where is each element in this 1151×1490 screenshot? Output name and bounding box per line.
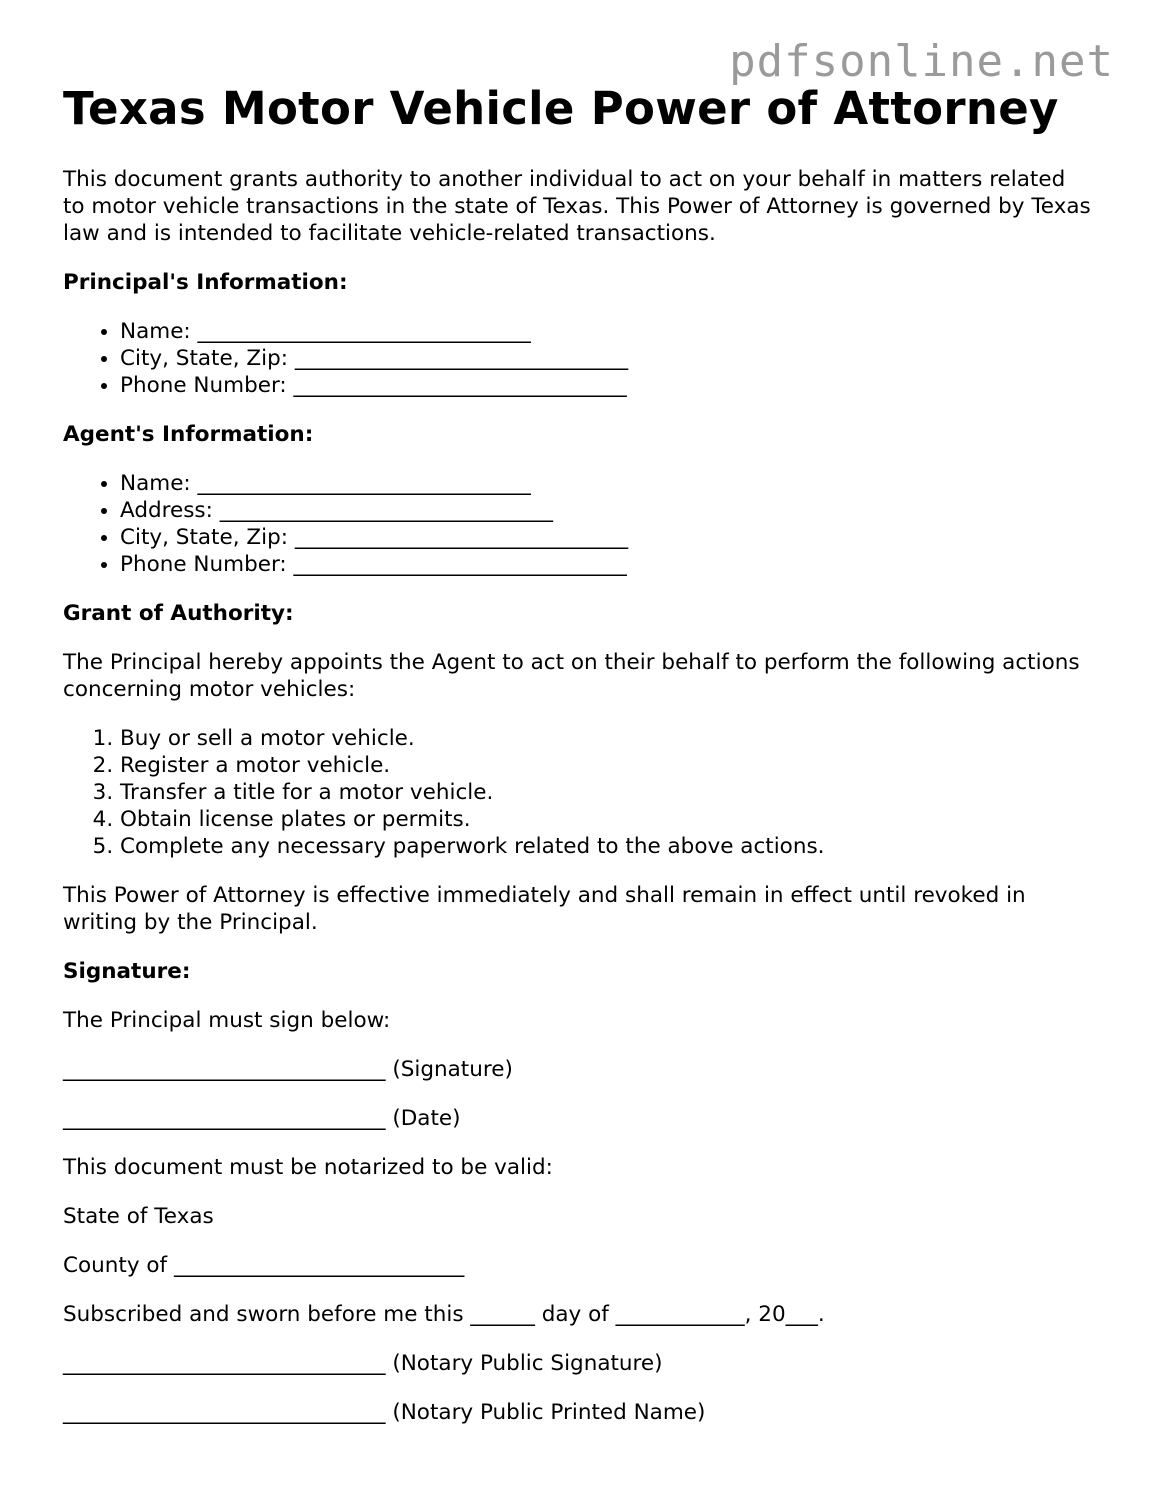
agent-city-field[interactable]: • City, State, Zip: _______________________________ bbox=[120, 524, 1093, 551]
agent-heading: Agent's Information: bbox=[63, 422, 314, 447]
notary-signature-line[interactable]: ______________________________ (Notary Public Signature) bbox=[63, 1351, 663, 1376]
principal-name-field[interactable]: • Name: _______________________________ bbox=[120, 318, 1093, 345]
signature-instruction: The Principal must sign below: bbox=[63, 1008, 391, 1033]
county-line[interactable]: County of ___________________________ bbox=[63, 1253, 465, 1278]
agent-address-field[interactable]: • Address: _______________________________ bbox=[120, 497, 1093, 524]
principal-signature-line[interactable]: ______________________________ (Signature) bbox=[63, 1057, 513, 1082]
effective-text: This Power of Attorney is effective immediately and shall remain in effect until revoked in writing by the Principal. bbox=[63, 883, 1026, 935]
notary-name-line[interactable]: ______________________________ (Notary Public Printed Name) bbox=[63, 1400, 706, 1425]
grant-text: The Principal hereby appoints the Agent to act on their behalf to perform the following actions concerning motor vehicles: bbox=[63, 650, 1080, 702]
agent-name-field[interactable]: • Name: _______________________________ bbox=[120, 470, 1093, 497]
action-item: 5. Complete any necessary paperwork related to the above actions. bbox=[120, 833, 1093, 860]
agent-fields bbox=[63, 470, 1093, 578]
action-item: 3. Transfer a title for a motor vehicle. bbox=[120, 779, 1093, 806]
grant-actions bbox=[63, 725, 1093, 860]
notary-required-text: This document must be notarized to be valid: bbox=[63, 1155, 553, 1180]
document-content bbox=[63, 80, 1093, 1426]
action-item: 4. Obtain license plates or permits. bbox=[120, 806, 1093, 833]
sworn-line[interactable]: Subscribed and sworn before me this ______ day of ____________, 20___. bbox=[63, 1302, 825, 1327]
action-item: 1. Buy or sell a motor vehicle. bbox=[120, 725, 1093, 752]
principal-fields bbox=[63, 318, 1093, 399]
action-item: 2. Register a motor vehicle. bbox=[120, 752, 1093, 779]
state-text: State of Texas bbox=[63, 1204, 214, 1229]
agent-phone-field[interactable]: • Phone Number: _______________________________ bbox=[120, 551, 1093, 578]
principal-date-line[interactable]: ______________________________ (Date) bbox=[63, 1106, 461, 1131]
principal-heading: Principal's Information: bbox=[63, 270, 348, 295]
principal-phone-field[interactable]: • Phone Number: _______________________________ bbox=[120, 372, 1093, 399]
watermark: pdfsonline.net bbox=[729, 36, 1114, 87]
principal-city-field[interactable]: • City, State, Zip: _______________________________ bbox=[120, 345, 1093, 372]
signature-heading: Signature: bbox=[63, 959, 191, 984]
grant-heading: Grant of Authority: bbox=[63, 601, 294, 626]
document-title: Texas Motor Vehicle Power of Attorney bbox=[63, 82, 1059, 135]
intro-paragraph: This document grants authority to another individual to act on your behalf in matters related to motor vehicle transactions in the state of Texas. This Power of Attorney is governed by Texas law and is intended to facilitate vehicle-related transactions. bbox=[63, 167, 1091, 246]
